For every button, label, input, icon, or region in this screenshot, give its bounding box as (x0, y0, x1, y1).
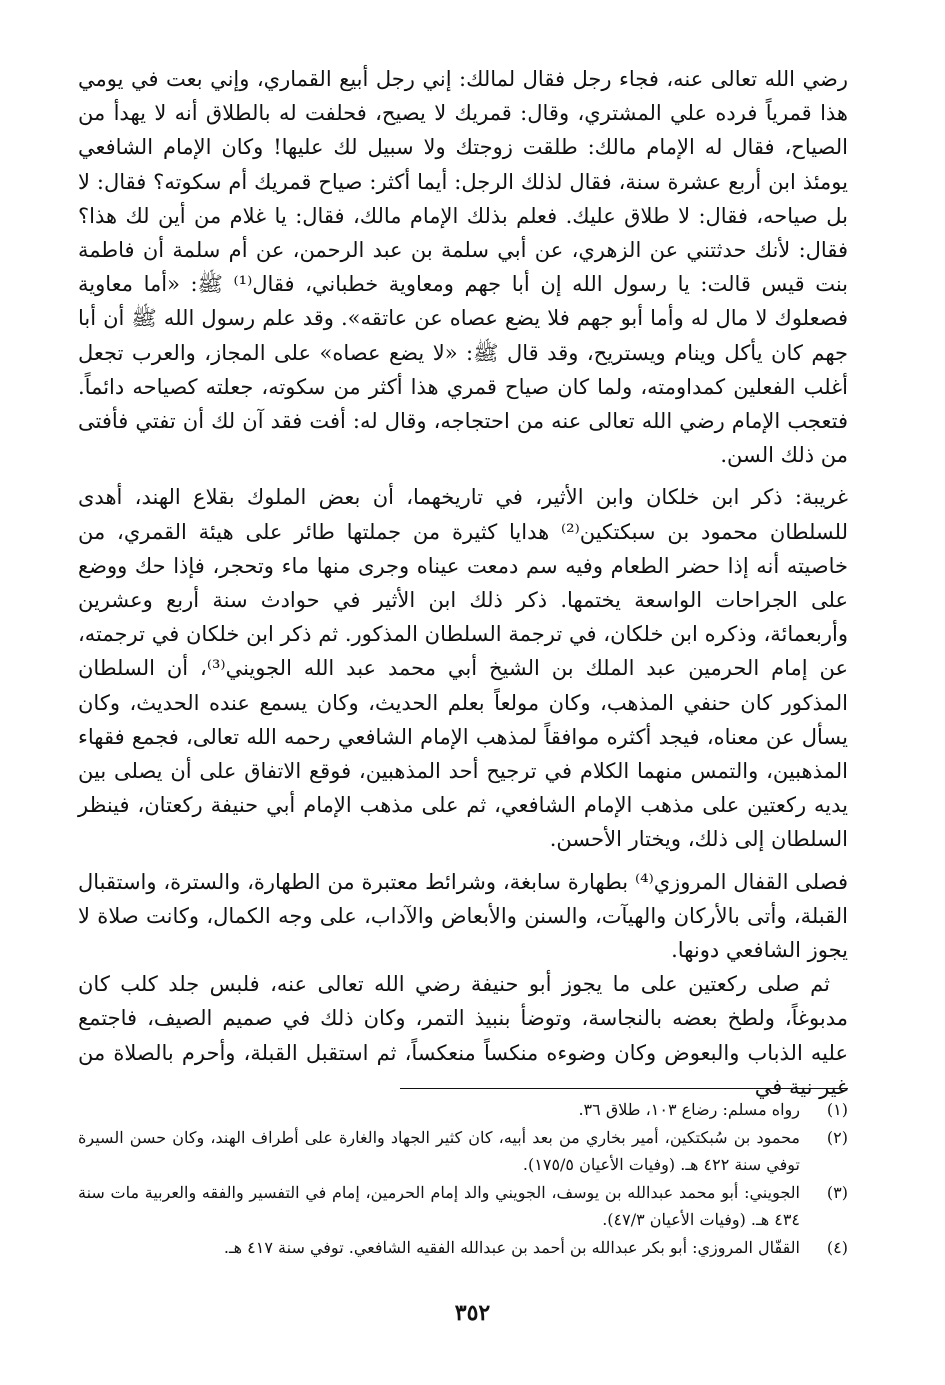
footnote-text: القفّال المروزي: أبو بكر عبدالله بن أحمد بن عبدالله الفقيه الشافعي. توفي سنة ٤١٧ هـ. (223, 1238, 800, 1257)
paragraph-qaffal-prayer: فصلى القفال المروزي⁽⁴⁾ بطهارة سابغة، وشرائط معتبرة من الطهارة، والسترة، واستقبال القبلة، وأتى بالأركان والهيآت، والسنن والأبعاض والآداب، على وجه الكمال، وكانت صلاة لا يجوز الشافعي دونها. (78, 869, 849, 963)
footnote-text: رواه مسلم: رضاع ١٠٣، طلاق ٣٦. (578, 1100, 800, 1119)
footnote-1 (78, 1096, 848, 1123)
footnote-number: (٢) (826, 1128, 848, 1147)
page-number: ٣٥٢ (454, 1300, 491, 1326)
paragraph-story-qamari: رضي الله تعالى عنه، فجاء رجل فقال لمالك: إني رجل أبيع القماري، وإني بعت في يومي هذا قمرياً فرده علي المشتري، وقال: قمريك لا يصيح، فحلفت له بالطلاق أنه لا يهدأ من الصياح، فقال له الإمام مالك: طلقت زوجتك ولا سبيل لك عليها! وكان الإمام الشافعي يومئذ ابن أربع عشرة سنة، فقال لذلك الرجل: أيما أكثر: صياح قمريك أم سكوته؟ فقال: لا بل صياحه، فقال: لا طلاق عليك. فعلم بذلك الإمام مالك، فقال: يا غلام من أين لك هذا؟ فقال: لأنك حدثتني عن الزهري، عن أبي سلمة بن عبد الرحمن، عن أم سلمة أن فاطمة بنت قيس قالت: يا رسول الله إن أبا جهم ومعاوية خطباني، فقال⁽¹⁾ ﷺ: «أما معاوية فصعلوك لا مال له وأما أبو جهم فلا يضع عصاه عن عاتقه». وقد علم رسول الله ﷺ أن أبا جهم كان يأكل وينام ويستريح، وقد قال ﷺ: «لا يضع عصاه» على المجاز، والعرب تجعل أغلب الفعلين كمداومته، ولما كان صياح قمري هذا أكثر من سكوته، جعلته كصياحه دائماً. فتعجب الإمام رضي الله تعالى عنه من احتجاجه، وقال له: أفت فقد آن لك أن تفتي فأفتى من ذلك السن. (78, 67, 848, 468)
footnote-3 (78, 1179, 848, 1233)
footnote-number: (١) (826, 1100, 848, 1119)
footnote-number: (٤) (826, 1238, 848, 1257)
main-text (78, 62, 848, 1104)
paragraph-ghariba: غريبة: ذكر ابن خلكان وابن الأثير، في تاريخهما، أن بعض الملوك بقلاع الهند، أهدى للسلطان محمود بن سبكتكين⁽²⁾ هدايا كثيرة من جملتها طائر على هيئة القمري، من خاصيته أنه إذا حضر الطعام وفيه سم دمعت عيناه وجرى منها ماء وتحجر، فإذا حك ووضع على الجراحات الواسعة يختمها. ذكر ذلك ابن الأثير في حوادث سنة أربع وعشرين وأربعمائة، وذكره ابن خلكان، في ترجمة السلطان المذكور. ثم ذكر ابن خلكان في ترجمته، عن إمام الحرمين عبد الملك بن الشيخ أبي محمد عبد الله الجويني⁽³⁾، أن السلطان المذكور كان حنفي المذهب، وكان مولعاً بعلم الحديث، وكان يسمع عنده الحديث، وكان يسأل عن معناه، فيجد أكثره موافقاً لمذهب الإمام الشافعي رحمه الله تعالى، فجمع فقهاء المذهبين، والتمس منهما الكلام في ترجيح أحد المذهبين، فوقع الاتفاق على أن يصلى بين يديه ركعتين على مذهب الإمام الشافعي، ثم على مذهب الإمام أبي حنيفة ركعتان، فينظر السلطان إلى ذلك، ويختار الأحسن. (78, 485, 849, 852)
paragraph-second-prayer: ثم صلى ركعتين على ما يجوز أبو حنيفة رضي الله تعالى عنه، فلبس جلد كلب كان مدبوغاً، ولطخ بعضه بالنجاسة، وتوضأ بنبيذ التمر، وكان ذلك في صميم الصيف، فاجتمع عليه الذباب والبعوض وكان وضوءه منكساً منعكساً، ثم استقبل القبلة، وأحرم بالصلاة من غير نية في (78, 972, 848, 1099)
footnotes (78, 1096, 848, 1262)
footnote-text: محمود بن سُبكتكين، أمير بخاري من بعد أبيه، كان كثير الجهاد والغارة على أطراف الهند، وكان حسن السيرة توفي سنة ٤٢٢ هـ. (وفيات الأعيان ١٧٥/٥). (78, 1128, 800, 1174)
footnote-divider (400, 1088, 848, 1089)
footnote-2 (78, 1124, 848, 1178)
footnote-number: (٣) (826, 1183, 848, 1202)
footnote-4 (78, 1234, 848, 1261)
footnote-text: الجويني: أبو محمد عبدالله بن يوسف، الجويني والد إمام الحرمين، إمام في التفسير والفقه والعربية مات سنة ٤٣٤ هـ. (وفيات الأعيان ٤٧/٣). (78, 1183, 800, 1229)
